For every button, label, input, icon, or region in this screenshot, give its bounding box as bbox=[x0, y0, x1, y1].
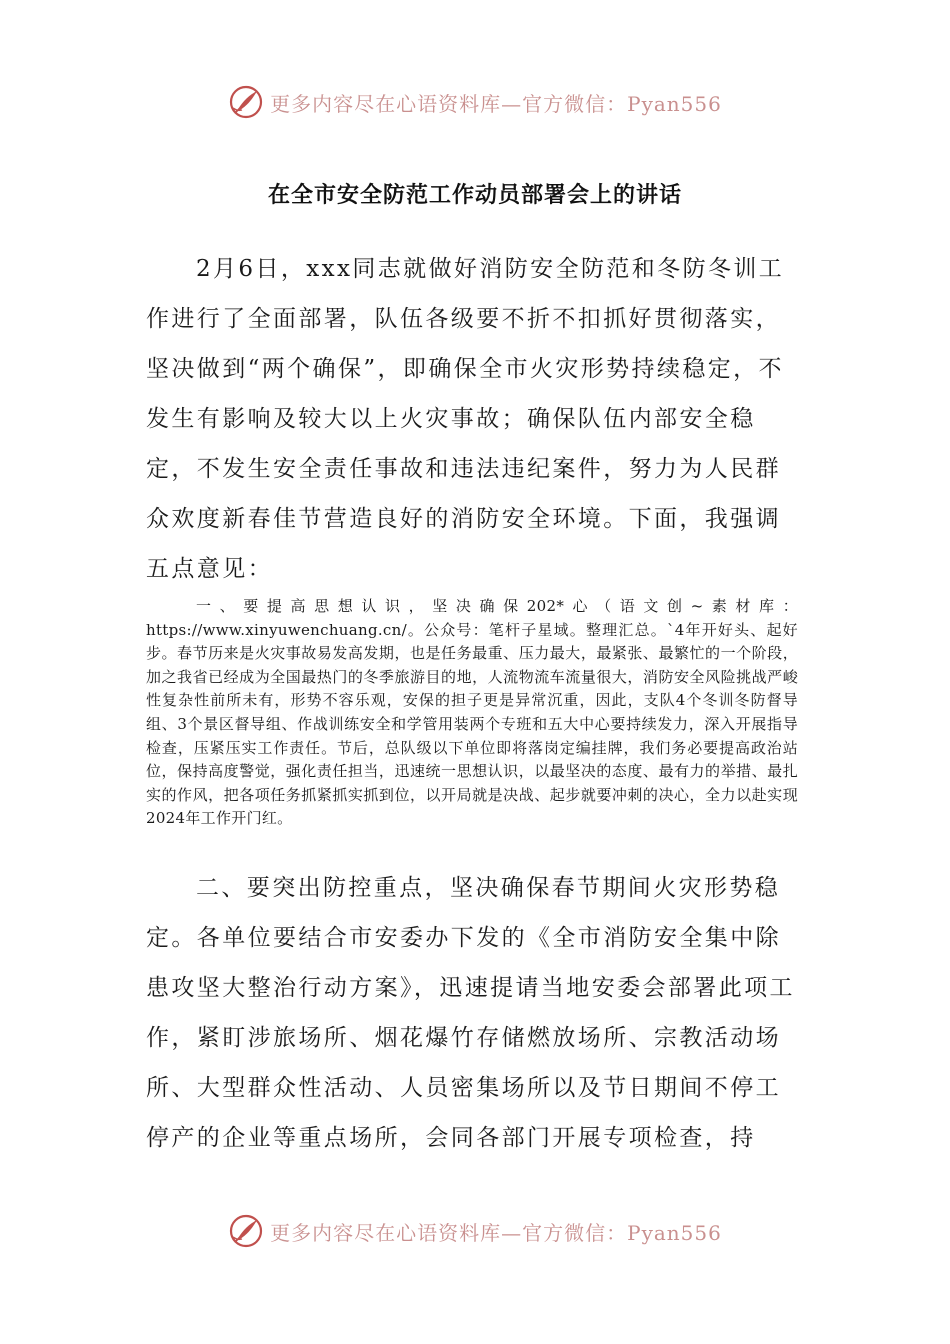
quill-logo-icon bbox=[228, 1213, 264, 1249]
paragraph-intro: 2月6日，xxx同志就做好消防安全防范和冬防冬训工作进行了全面部署，队伍各级要不折不扣抓好贯彻落实，坚决做到“两个确保”，即确保全市火灾形势持续稳定，不发生有影响及较大以上火灾事故；确保队伍内部安全稳定，不发生安全责任事故和违法违纪案件，努力为人民群众欢度新春佳节营造良好的消防安全环境。下面，我强调五点意见： bbox=[146, 256, 785, 582]
paragraph-section-two: 二、要突出防控重点，坚决确保春节期间火灾形势稳定。各单位要结合市安委办下发的《全市消防安全集中除患攻坚大整治行动方案》，迅速提请当地安委会部署此项工作，紧盯涉旅场所、烟花爆竹存储燃放场所、宗教活动场所、大型群众性活动、人员密集场所以及节日期间不停工停产的企业等重点场所，会同各部门开展专项检查，持 bbox=[146, 875, 795, 1151]
header-watermark bbox=[0, 82, 950, 122]
footer-watermark bbox=[0, 1211, 950, 1251]
watermark-text: 更多内容尽在心语资料库—官方微信：Pyan556 bbox=[270, 91, 722, 116]
document-title: 在全市安全防范工作动员部署会上的讲话 bbox=[267, 183, 682, 208]
paragraph-section-one: 一、要提高思想认识，坚决确保202*心（语文创~素材库：https://www.xinyuwenchuang.cn/。公众号：笔杆子星域。整理汇总。`4年开好头、起好步。春节历来是火灾事故易发高发期，也是任务最重、压力最大，最紧张、最繁忙的一个阶段，加之我省已经成为全国最热门的冬季旅游目的地，人流物流车流量很大，消防安全风险挑战严峻性复杂性前所未有，形势不容乐观，安保的担子更是异常沉重，因此，支队4个冬训冬防督导组、3个景区督导组、作战训练安全和学管用装两个专班和五大中心要持续发力，深入开展指导检查，压紧压实工作责任。节后，总队级以下单位即将落岗定编挂牌，我们务必要提高政治站位，保持高度警觉，强化责任担当，迅速统一思想认识，以最坚决的态度、最有力的举措、最扎实的作风，把各项任务抓紧抓实抓到位，以开局就是决战、起步就要冲刺的决心，全力以赴实现2024年工作开门红。 bbox=[146, 597, 798, 828]
quill-logo-icon bbox=[228, 84, 264, 120]
watermark-text: 更多内容尽在心语资料库—官方微信：Pyan556 bbox=[270, 1220, 722, 1245]
